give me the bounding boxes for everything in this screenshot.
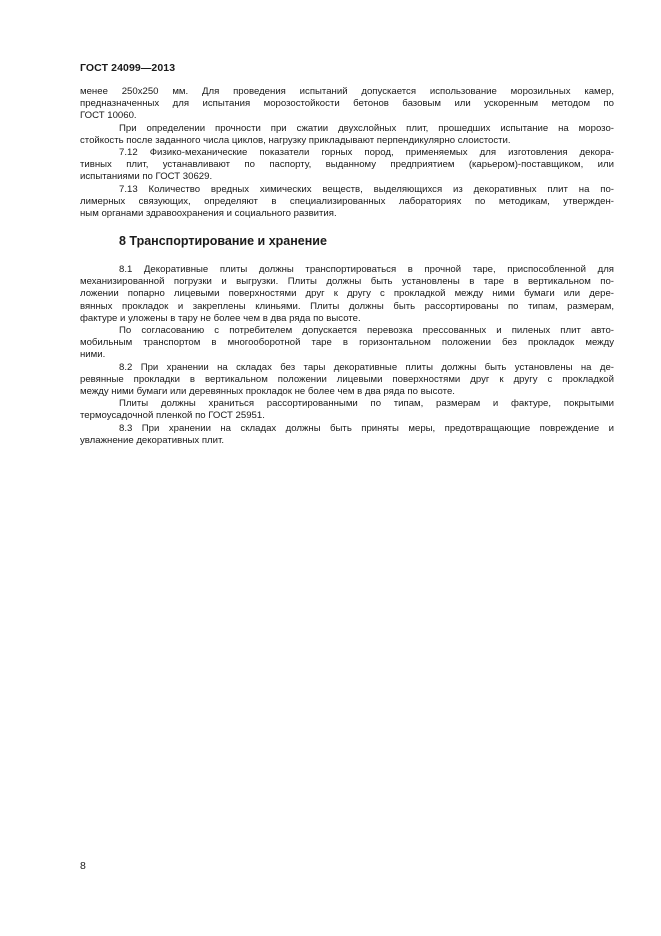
text-line: 8.2 При хранении на складах без тары декоративные плиты должны быть установлены на де- — [119, 361, 614, 373]
text-line: тивных плит, устанавливают по паспорту, выданному предприятием (карьером)-поставщиком, или — [80, 159, 614, 171]
section-8-heading: 8 Транспортирование и хранение — [119, 234, 327, 249]
text-line: механизированной погрузки и выгрузки. Плиты должны быть установлены в таре в вертикальном по- — [80, 276, 614, 288]
text-line: При определении прочности при сжатии двухслойных плит, прошедших испытание на морозо- — [119, 122, 614, 134]
text-line: увлажнение декоративных плит. — [80, 434, 225, 446]
text-line: испытаниями по ГОСТ 30629. — [80, 171, 213, 183]
text-line: По согласованию с потребителем допускается перевозка прессованных и пиленых плит авто- — [119, 325, 614, 336]
text-line: 7.12 Физико-механические показатели горных пород, применяемых для изготовления декора- — [119, 146, 614, 158]
text-line: Плиты должны храниться рассортированными по типам, размерам и фактуре, покрытыми — [119, 398, 614, 410]
text-line: лимерных связующих, определяют в специализированных лабораториях по методикам, утвержден- — [80, 195, 614, 207]
text-line: стойкость после заданного числа циклов, нагрузку прикладывают перпендикулярно слоистости. — [80, 134, 511, 146]
section-8-body — [80, 264, 614, 447]
text-line: ними. — [80, 349, 106, 361]
text-line: 7.13 Количество вредных химических веществ, выделяющихся из декоративных плит на по- — [119, 183, 614, 195]
text-line: между ними бумаги или деревянных прокладок не более чем в два ряда по высоте. — [80, 385, 455, 397]
page-number: 8 — [80, 860, 86, 872]
text-line: менее 250х250 мм. Для проведения испытаний допускается использование морозильных камер, — [80, 86, 614, 97]
text-line: 8.1 Декоративные плиты должны транспортироваться в прочной таре, приспособленной для — [119, 264, 614, 276]
text-line: термоусадочной пленкой по ГОСТ 25951. — [80, 410, 265, 422]
text-line: ным органами здравоохранения и социального развития. — [80, 207, 337, 219]
text-line: мобильным транспортом в многооборотной таре в горизонтальном положении без прокладок между — [80, 337, 614, 349]
text-line: ложении попарно лицевыми поверхностями друг к другу с прокладкой между ними бумаги или дере- — [80, 288, 614, 300]
section-7-continuation — [80, 86, 614, 220]
text-line: вянных прокладок и закреплены клиньями. Плиты должны быть рассортированы по типам, размерам, — [80, 300, 614, 312]
document-header-id: ГОСТ 24099—2013 — [80, 62, 176, 74]
document-body — [80, 86, 614, 447]
text-line: фактуре и уложены в тару не более чем в два ряда по высоте. — [80, 312, 361, 324]
text-line: предназначенных для испытания морозостойкости бетонов базовым или ускоренным методом по — [80, 98, 614, 110]
text-line: ревянные прокладки в вертикальном положении лицевыми поверхностями друг к другу с прокладкой — [80, 373, 614, 385]
text-line: ГОСТ 10060. — [80, 110, 137, 122]
text-line: 8.3 При хранении на складах должны быть приняты меры, предотвращающие повреждение и — [119, 422, 614, 434]
